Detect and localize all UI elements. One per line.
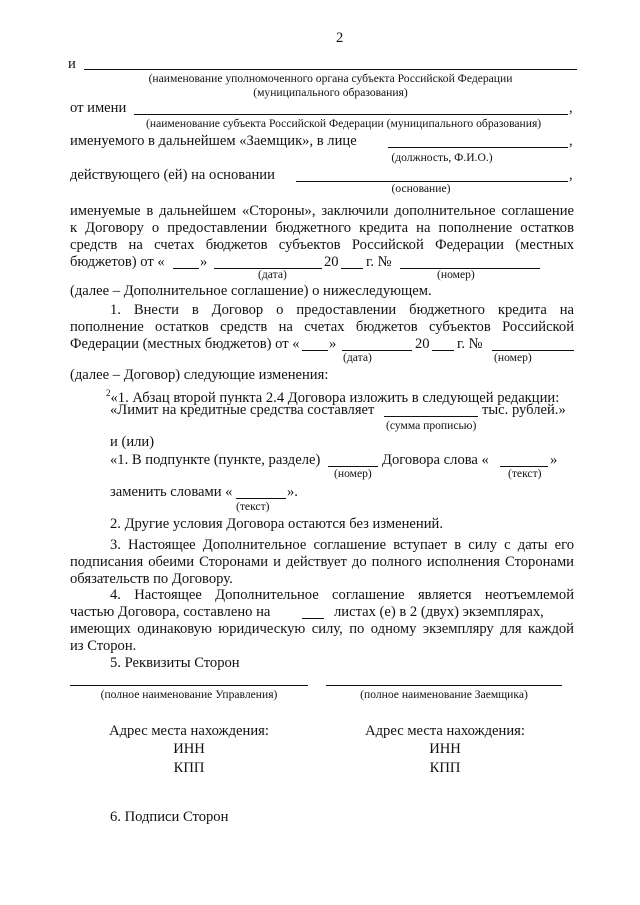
named-borrower-label: именуемого в дальнейшем «Заемщик», в лице xyxy=(70,133,357,149)
intro-line-3: средств на счетах бюджетов субъектов Российской Федерации (местных xyxy=(70,237,574,253)
num-hint: (номер) xyxy=(334,467,372,480)
item1-number-label: г. № xyxy=(457,336,483,352)
item4-line-4: из Сторон. xyxy=(70,638,137,654)
intro-number-label: г. № xyxy=(366,254,392,270)
item3-line-2: подписания обеими Сторонами и действует до полного исполнения Сторонами xyxy=(70,554,574,570)
acting-label: действующего (ей) на основании xyxy=(70,167,275,183)
intro-year: 20 xyxy=(324,254,339,270)
right-party-inn: ИНН xyxy=(429,741,461,757)
footnote-marker: 2 xyxy=(106,388,111,398)
intro-year-line xyxy=(341,268,363,269)
subject-hint: (наименование субъекта Российской Федерации (муниципального образования) xyxy=(146,117,542,130)
item1-sub-3c: » xyxy=(550,452,558,468)
right-party-address: Адрес места нахождения: xyxy=(365,723,525,739)
item1-sub-3a: «1. В подпункте (пункте, разделе) xyxy=(110,452,321,468)
intro-day-line xyxy=(173,268,199,269)
item1-limit-a: «Лимит на кредитные средства составляет xyxy=(110,402,375,418)
item1-sub-3b: Договора слова « xyxy=(382,452,489,468)
sum-hint: (сумма прописью) xyxy=(386,419,477,432)
item1-line-3a: Федерации (местных бюджетов) от « xyxy=(70,336,300,352)
intro-line-5: (далее – Дополнительное соглашение) о нижеследующем. xyxy=(70,283,432,299)
subject-name-line xyxy=(134,114,568,115)
item1-number-hint: (номер) xyxy=(494,351,532,364)
intro-line-4b: » xyxy=(200,254,208,270)
page-number: 2 xyxy=(336,30,344,46)
item1-line-1: 1. Внести в Договор о предоставлении бюджетного кредита на xyxy=(110,302,574,318)
item1-sub-4b: ». xyxy=(287,484,298,500)
right-party-kpp: КПП xyxy=(429,760,461,776)
left-party-kpp: КПП xyxy=(173,760,205,776)
organ-name-line xyxy=(84,69,577,70)
position-line xyxy=(388,147,568,148)
or-label: и (или) xyxy=(110,434,155,450)
item1-line-3b: » xyxy=(329,336,337,352)
item4-line-2b: листах (е) в 2 (двух) экземплярах, xyxy=(334,604,544,620)
item1-line-2: пополнение остатков средств на счетах бюджетов субъектов Российской xyxy=(70,319,574,335)
organ-hint-1: (наименование уполномоченного органа субъекта Российской Федерации xyxy=(148,72,513,85)
item1-year-line xyxy=(432,350,454,351)
left-party-hint: (полное наименование Управления) xyxy=(100,688,278,701)
item4-line-3: имеющих одинаковую юридическую силу, по одному экземпляру для каждой xyxy=(70,621,574,637)
item1-sub-4a: заменить словами « xyxy=(110,484,233,500)
item1-limit-b: тыс. рублей.» xyxy=(482,402,566,418)
intro-number-hint: (номер) xyxy=(437,268,475,281)
left-party-name-line xyxy=(70,685,308,686)
replace-words-line xyxy=(236,498,286,499)
organ-hint-2: (муниципального образования) xyxy=(253,86,408,99)
right-party-hint: (полное наименование Заемщика) xyxy=(360,688,528,701)
basis-hint: (основание) xyxy=(391,182,451,195)
item6-heading: 6. Подписи Сторон xyxy=(110,809,229,825)
intro-line-2: к Договору о предоставлении бюджетного кредита на пополнение остатков xyxy=(70,220,574,236)
item1-line-4: (далее – Договор) следующие изменения: xyxy=(70,367,329,383)
comma: , xyxy=(569,167,573,183)
and-label: и xyxy=(68,56,76,72)
intro-line-1: именуемые в дальнейшем «Стороны», заключили дополнительное соглашение xyxy=(70,203,574,219)
text-hint: (текст) xyxy=(508,467,542,480)
item4-line-1: 4. Настоящее Дополнительное соглашение является неотъемлемой xyxy=(110,587,574,603)
text-hint-2: (текст) xyxy=(236,500,270,513)
limit-sum-line xyxy=(384,416,478,417)
item5-heading: 5. Реквизиты Сторон xyxy=(110,655,240,671)
intro-line-4a: бюджетов) от « xyxy=(70,254,165,270)
left-party-inn: ИНН xyxy=(173,741,205,757)
right-party-name-line xyxy=(326,685,562,686)
comma: , xyxy=(569,100,573,116)
left-party-address: Адрес места нахождения: xyxy=(109,723,269,739)
on-behalf-label: от имени xyxy=(70,100,127,116)
item2-text: 2. Другие условия Договора остаются без изменений. xyxy=(110,516,443,532)
item3-line-3: обязательств по Договору. xyxy=(70,571,233,587)
position-hint: (должность, Ф.И.О.) xyxy=(391,151,493,164)
item3-line-1: 3. Настоящее Дополнительное соглашение вступает в силу с даты его xyxy=(110,537,574,553)
intro-date-hint: (дата) xyxy=(258,268,287,281)
sheets-count-line xyxy=(302,618,324,619)
item1-date-hint: (дата) xyxy=(343,351,372,364)
item1-year: 20 xyxy=(415,336,430,352)
item1-day-line xyxy=(302,350,328,351)
comma: , xyxy=(569,133,573,149)
item1-sub-1-text: «1. Абзац второй пункта 2.4 Договора изложить в следующей редакции: xyxy=(110,389,560,406)
item4-line-2a: частью Договора, составлено на xyxy=(70,604,271,620)
